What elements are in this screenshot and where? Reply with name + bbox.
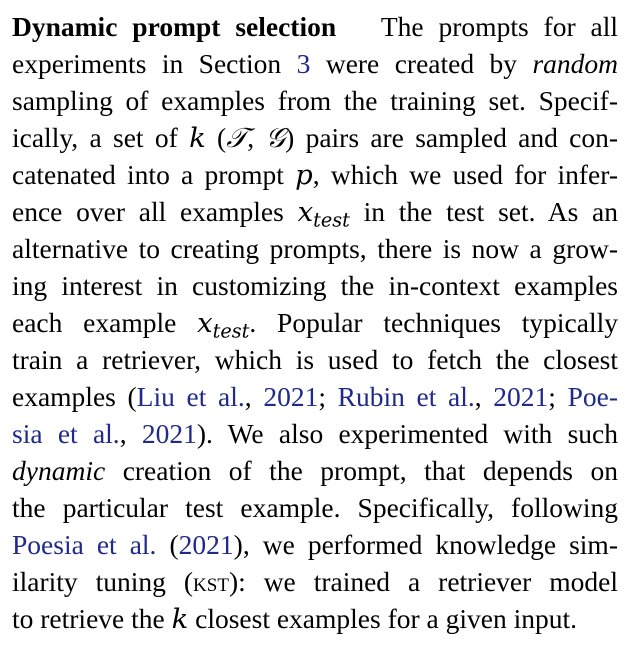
citation-poesia-link[interactable]: sia et al. — [12, 418, 120, 449]
citation-poesia-year-link[interactable]: 2021 — [178, 529, 234, 560]
text-line-4: ically, a set of k (𝒯, 𝒢) pairs are sampled and con- — [12, 122, 619, 154]
citation-rubin-link[interactable]: Rubin et al. — [337, 381, 475, 412]
text-line-15: Poesia et al. (2021), we performed knowledge sim- — [12, 529, 618, 560]
math-x-test: $x_{test}$ — [297, 196, 350, 232]
text-line-1: Dynamic prompt selection The prompts for all — [12, 11, 619, 42]
text-line-14: the particular test example. Specifically, following — [12, 492, 618, 523]
text-line-13: dynamic creation of the prompt, that depends on — [12, 455, 618, 486]
paragraph-heading: Dynamic prompt selection — [12, 11, 337, 42]
citation-rubin-year-link[interactable]: 2021 — [493, 381, 549, 412]
citation-liu-link[interactable]: Liu et al. — [136, 381, 245, 412]
text-line-8: ing interest in customizing the in-context examples — [12, 270, 618, 301]
section-ref-link[interactable]: 3 — [296, 48, 311, 79]
math-G: 𝒢 — [265, 122, 286, 154]
citation-liu-year-link[interactable]: 2021 — [263, 381, 319, 412]
text-line-9: each example $x_{test}$. Popular techniques typically — [12, 307, 619, 343]
text-line-11: examples (Liu et al., 2021; Rubin et al., 2021; Poe- — [12, 381, 619, 412]
citation-poesia-link[interactable]: Poesia et al. — [12, 529, 157, 560]
math-x-test: $x_{test}$ — [197, 307, 250, 343]
text-line-5: catenated into a prompt p, which we used for infer- — [12, 159, 618, 191]
text-line-6: ence over all examples $x_{test}$ in the test set. As an — [12, 196, 619, 232]
citation-poesia-year-link[interactable]: 2021 — [141, 418, 197, 449]
text-line-3: sampling of examples from the training set. Specif- — [12, 85, 618, 116]
text-line-16: ilarity tuning (kst): we trained a retriever model — [12, 566, 618, 597]
math-T: 𝒯 — [226, 122, 248, 154]
text-line-10: train a retriever, which is used to fetch the closest — [12, 344, 618, 375]
citation-poesia-link[interactable]: Poe- — [567, 381, 619, 412]
text-line-12: sia et al., 2021). We also experimented with such — [12, 418, 618, 449]
text-line-7: alternative to creating prompts, there is now a grow- — [12, 233, 618, 264]
acronym-kst: kst — [193, 566, 229, 597]
text-line-2: experiments in Section 3 were created by random — [12, 48, 619, 79]
text-line-17: to retrieve the k closest examples for a given input. — [12, 603, 577, 635]
